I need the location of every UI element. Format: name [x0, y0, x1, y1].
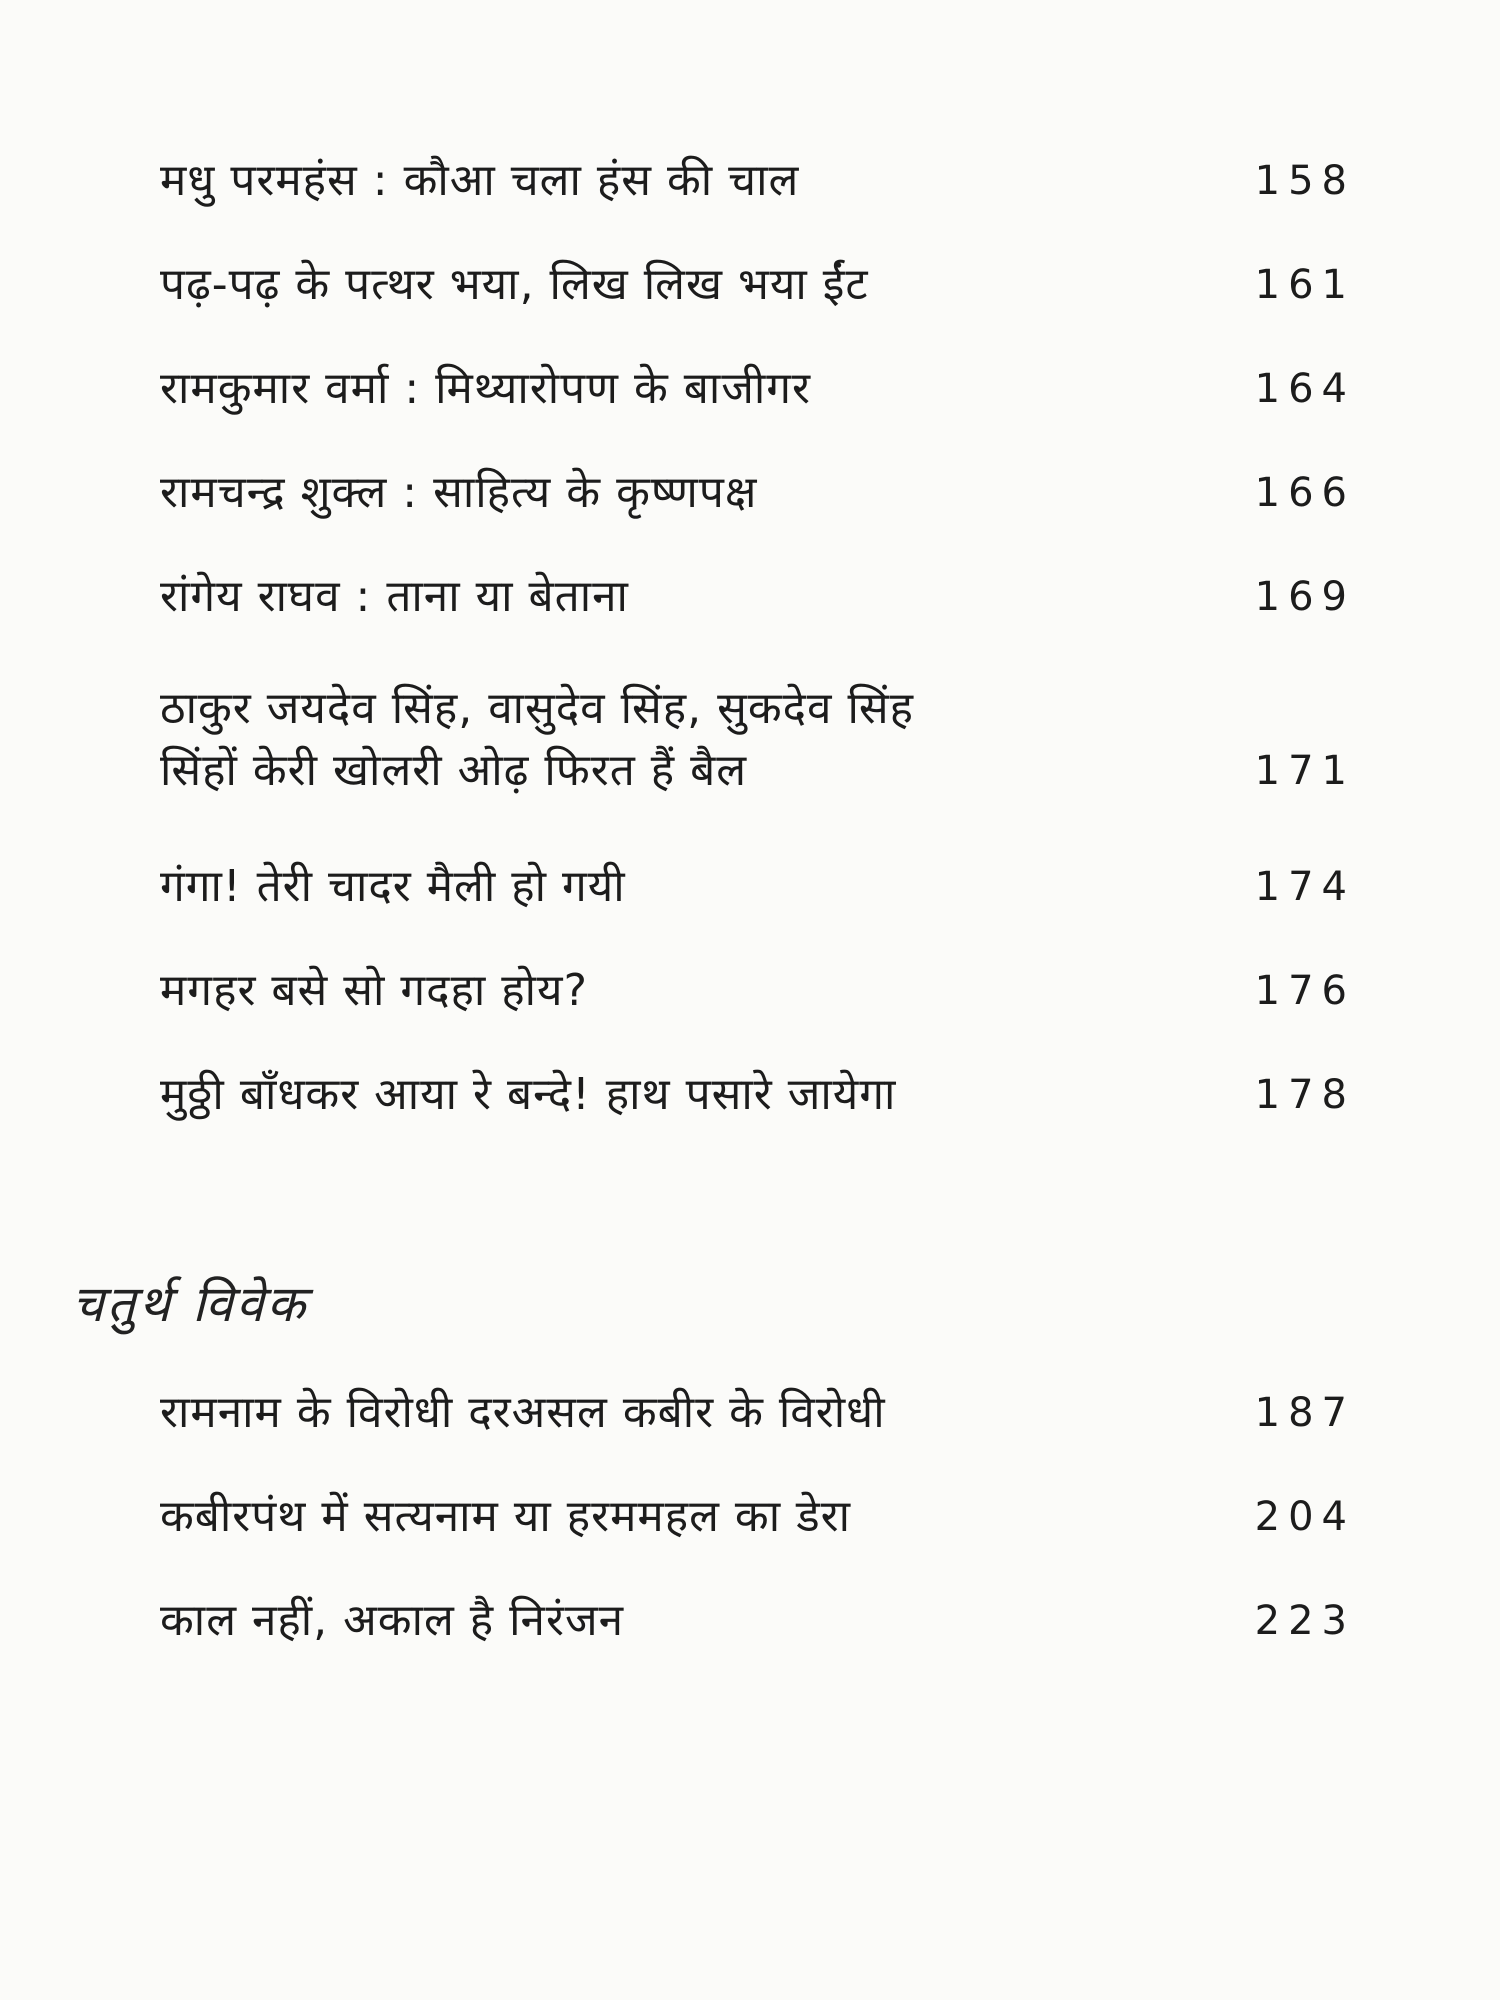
toc-entry-page-number: 204 [1254, 1494, 1355, 1540]
toc-entry-title: गंगा! तेरी चादर मैली हो गयी [160, 861, 626, 912]
toc-entry-title: काल नहीं, अकाल है निरंजन [160, 1595, 625, 1646]
toc-entry-title-line: ठाकुर जयदेव सिंह, वासुदेव सिंह, सुकदेव सिंह [160, 683, 914, 734]
toc-entry-title: रामचन्द्र शुक्ल : साहित्य के कृष्णपक्ष [160, 467, 758, 518]
toc-entry-page-number: 169 [1254, 574, 1355, 620]
toc-entry [160, 1486, 1355, 1548]
toc-entry [160, 678, 1355, 802]
toc-entry-page-number: 158 [1254, 158, 1355, 204]
toc-entry-page-number: 178 [1254, 1072, 1355, 1118]
toc-entry-page-number: 187 [1254, 1390, 1355, 1436]
toc-entry-title: पढ़-पढ़ के पत्थर भया, लिख लिख भया ईंट [160, 259, 869, 310]
toc-entry-title: रांगेय राघव : ताना या बेताना [160, 571, 629, 622]
toc-entry [160, 960, 1355, 1022]
toc-entry-title: रामकुमार वर्मा : मिथ्यारोपण के बाजीगर [160, 363, 812, 414]
toc-entry-page-number: 174 [1254, 864, 1355, 910]
toc-entry-page-number: 161 [1254, 262, 1355, 308]
toc-entry-title: कबीरपंथ में सत्यनाम या हरममहल का डेरा [160, 1491, 852, 1542]
toc-entry-title: मधु परमहंस : कौआ चला हंस की चाल [160, 155, 800, 206]
toc-entry [160, 150, 1355, 212]
toc-entry-title [160, 678, 914, 802]
toc-entry [160, 358, 1355, 420]
toc-entry [160, 462, 1355, 524]
toc-entry-title: मगहर बसे सो गदहा होय? [160, 965, 588, 1016]
toc-entry-page-number: 223 [1254, 1598, 1355, 1644]
toc-entry-page-number: 176 [1254, 968, 1355, 1014]
toc-entry [160, 856, 1355, 918]
toc-entry-page-number: 164 [1254, 366, 1355, 412]
toc-entry-title: मुठ्ठी बाँधकर आया रे बन्दे! हाथ पसारे जायेगा [160, 1069, 897, 1120]
toc-entry [160, 1064, 1355, 1126]
toc-entry [160, 566, 1355, 628]
toc-entry [160, 254, 1355, 316]
section-heading: चतुर्थ विवेक [72, 1275, 309, 1333]
toc-entry [160, 1590, 1355, 1652]
toc-entry-title: रामनाम के विरोधी दरअसल कबीर के विरोधी [160, 1387, 886, 1438]
toc-entry-page-number: 166 [1254, 470, 1355, 516]
toc-entry-page-number: 171 [1254, 748, 1355, 794]
toc-entry-title-line: सिंहों केरी खोलरी ओढ़ फिरत हैं बैल [160, 745, 748, 796]
toc-entry [160, 1382, 1355, 1444]
